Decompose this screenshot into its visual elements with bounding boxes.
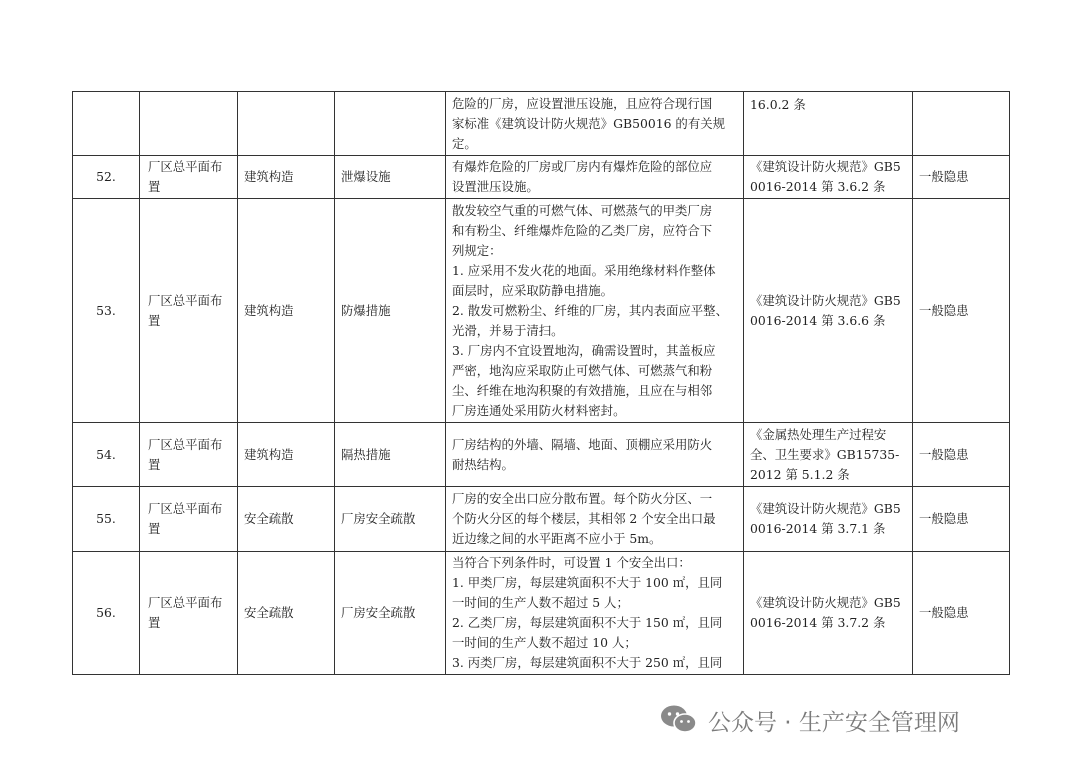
requirement-line: 尘、纤维在地沟积聚的有效措施，且应在与相邻 <box>452 382 713 398</box>
requirement-line: 严密，地沟应采取防止可燃气体、可燃蒸气和粉 <box>452 362 713 378</box>
requirement-cell <box>446 156 744 199</box>
requirement-cell <box>446 423 744 487</box>
basis-cell: 《建筑设计防火规范》GB50016-2014 第 3.6.6 条 <box>744 199 913 423</box>
requirement-cell <box>446 92 744 156</box>
requirement-line: 2. 散发可燃粉尘、纤维的厂房，其内表面应平整、 <box>452 302 728 318</box>
check-item-cell: 防爆措施 <box>335 199 446 423</box>
requirement-line: 有爆炸危险的厂房或厂房内有爆炸危险的部位应 <box>452 159 713 174</box>
watermark <box>660 700 960 740</box>
requirement-line: 厂房结构的外墙、隔墙、地面、顶棚应采用防火 <box>452 436 713 452</box>
requirement-line: 光滑，并易于清扫。 <box>452 322 564 338</box>
item-number: 52. <box>73 156 140 199</box>
category-cell: 安全疏散 <box>238 487 335 552</box>
check-item-cell: 泄爆设施 <box>335 156 446 199</box>
requirement-line: 散发较空气重的可燃气体、可燃蒸气的甲类厂房 <box>452 202 713 218</box>
requirement-line: 危险的厂房，应设置泄压设施，且应符合现行国 <box>452 95 713 111</box>
hazard-level-cell <box>913 92 1010 156</box>
hazard-level-cell: 一般隐患 <box>913 199 1010 423</box>
requirement-line: 2. 乙类厂房，每层建筑面积不大于 150 ㎡，且同 <box>452 615 723 630</box>
area-cell: 厂区总平面布置 <box>140 487 238 552</box>
basis-cell: 《建筑设计防火规范》GB50016-2014 第 3.7.1 条 <box>744 487 913 552</box>
requirement-line: 1. 应采用不发火花的地面。采用绝缘材料作整体 <box>452 262 716 278</box>
hazard-level-cell: 一般隐患 <box>913 552 1010 675</box>
table-body <box>73 92 1010 675</box>
wechat-icon <box>660 704 698 736</box>
area-cell: 厂区总平面布置 <box>140 552 238 675</box>
requirement-line: 列规定： <box>452 242 502 258</box>
area-cell: 厂区总平面布置 <box>140 199 238 423</box>
requirement-line: 当符合下列条件时，可设置 1 个安全出口： <box>452 555 691 570</box>
requirement-line: 一时间的生产人数不超过 10 人； <box>452 635 637 650</box>
requirement-line: 家标准《建筑设计防火规范》GB50016 的有关规 <box>452 115 725 131</box>
requirement-line: 1. 甲类厂房，每层建筑面积不大于 100 ㎡，且同 <box>452 575 723 590</box>
category-cell: 建筑构造 <box>238 199 335 423</box>
requirement-line: 面层时，应采取防静电措施。 <box>452 282 614 298</box>
requirement-line: 设置泄压设施。 <box>452 179 539 194</box>
requirement-line: 一时间的生产人数不超过 5 人； <box>452 595 629 610</box>
item-number: 55. <box>73 487 140 552</box>
table-row <box>73 199 1010 423</box>
hazard-checklist-table <box>72 91 1010 675</box>
requirement-line: 3. 厂房内不宜设置地沟，确需设置时，其盖板应 <box>452 342 716 358</box>
item-number: 56. <box>73 552 140 675</box>
basis-cell: 《建筑设计防火规范》GB50016-2014 第 3.7.2 条 <box>744 552 913 675</box>
requirement-line: 和有粉尘、纤维爆炸危险的乙类厂房，应符合下 <box>452 222 713 238</box>
check-item-cell: 厂房安全疏散 <box>335 552 446 675</box>
area-cell: 厂区总平面布置 <box>140 156 238 199</box>
requirement-line: 个防火分区的每个楼层，其相邻 2 个安全出口最 <box>452 511 716 526</box>
requirement-line: 近边缘之间的水平距离不应小于 5m。 <box>452 531 662 546</box>
table-row <box>73 423 1010 487</box>
hazard-level-cell: 一般隐患 <box>913 156 1010 199</box>
category-cell: 建筑构造 <box>238 423 335 487</box>
requirement-cell <box>446 552 744 675</box>
category-cell: 安全疏散 <box>238 552 335 675</box>
table-row <box>73 92 1010 156</box>
area-cell <box>140 92 238 156</box>
basis-cell: 《金属热处理生产过程安全、卫生要求》GB15735-2012 第 5.1.2 条 <box>744 423 913 487</box>
requirement-line: 厂房连通处采用防火材料密封。 <box>452 402 626 418</box>
category-cell <box>238 92 335 156</box>
basis-cell: 16.0.2 条 <box>744 92 913 156</box>
area-cell: 厂区总平面布置 <box>140 423 238 487</box>
watermark-text: 公众号 · 生产安全管理网 <box>708 709 960 736</box>
check-item-cell: 厂房安全疏散 <box>335 487 446 552</box>
basis-cell: 《建筑设计防火规范》GB50016-2014 第 3.6.2 条 <box>744 156 913 199</box>
requirement-line: 3. 丙类厂房，每层建筑面积不大于 250 ㎡，且同 <box>452 655 723 670</box>
check-item-cell <box>335 92 446 156</box>
requirement-cell <box>446 199 744 423</box>
hazard-level-cell: 一般隐患 <box>913 423 1010 487</box>
requirement-line: 厂房的安全出口应分散布置。每个防火分区、一 <box>452 491 713 506</box>
item-number <box>73 92 140 156</box>
requirement-line: 定。 <box>452 135 477 151</box>
table-row <box>73 156 1010 199</box>
requirement-cell <box>446 487 744 552</box>
item-number: 53. <box>73 199 140 423</box>
table-row <box>73 552 1010 675</box>
hazard-level-cell: 一般隐患 <box>913 487 1010 552</box>
category-cell: 建筑构造 <box>238 156 335 199</box>
table-row <box>73 487 1010 552</box>
requirement-line: 耐热结构。 <box>452 456 514 472</box>
item-number: 54. <box>73 423 140 487</box>
check-item-cell: 隔热措施 <box>335 423 446 487</box>
